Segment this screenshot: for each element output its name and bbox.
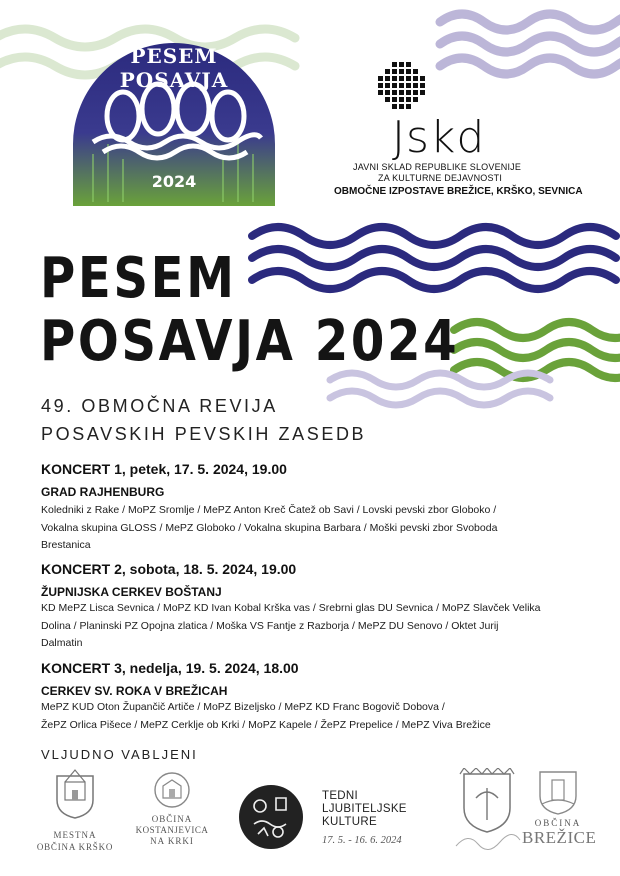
- sponsor-kostanjevica: [132, 770, 212, 858]
- concert-2-venue: ŽUPNIJSKA CERKEV BOŠTANJ: [41, 585, 222, 599]
- invite-text: VLJUDNO VABLJENI: [41, 747, 198, 762]
- lineup-line: ŽePZ Orlica Pišece / MePZ Cerklje ob Krki / MoPZ Kapele / ŽePZ Prepelice / MePZ Viva Brežice: [41, 718, 491, 731]
- lineup-line: KD MePZ Lisca Sevnica / MoPZ KD Ivan Kobal Krška vas / Srebrni glas DU Sevnica / MoPZ Slavček Velika: [41, 602, 541, 614]
- page-title-line-1: PESEM: [40, 246, 237, 311]
- tedni-dates: 17. 5. - 16. 6. 2024: [322, 835, 402, 846]
- lineup-line: MePZ KUD Oton Župančič Artiče / MoPZ Bizeljsko / MePZ KD Franc Bogovič Dobova /: [41, 701, 445, 713]
- jskd-subtitle-1: JAVNI SKLAD REPUBLIKE SLOVENIJE: [353, 162, 522, 172]
- subtitle-line-2: POSAVSKIH PEVSKIH ZASEDB: [41, 424, 367, 444]
- krsko-coat-of-arms-icon: [53, 766, 97, 820]
- sponsor-brezice: [522, 768, 597, 858]
- concert-2-heading: KONCERT 2, sobota, 18. 5. 2024, 19.00: [41, 561, 297, 577]
- jskd-name: Jskd: [392, 112, 486, 163]
- krsko-line-1: MESTNA: [53, 830, 97, 840]
- concert-3-heading: KONCERT 3, nedelja, 19. 5. 2024, 18.00: [41, 660, 299, 676]
- sponsor-krsko: [36, 766, 114, 858]
- krsko-line-2: OBČINA KRŠKO: [36, 842, 114, 852]
- jskd-subtitle-3: OBMOČNE IZPOSTAVE BREŽICE, KRŠKO, SEVNICA: [334, 186, 583, 197]
- tedni-line-3: KULTURE: [322, 816, 377, 828]
- concert-2-lineup: [41, 600, 593, 653]
- brezice-coat-of-arms-icon: [536, 768, 580, 816]
- concert-1-lineup: [41, 502, 593, 555]
- concert-1-venue: GRAD RAJHENBURG: [41, 485, 165, 499]
- logo-title: PESEM POSAVJA: [119, 44, 229, 92]
- kostanjevica-line-2: KOSTANJEVICA: [135, 825, 209, 835]
- concert-3-venue: CERKEV SV. ROKA V BREŽICAH: [41, 684, 228, 698]
- lineup-line: Koledniki z Rake / MoPZ Sromlje / MePZ Anton Kreč Čatež ob Savi / Lovski pevski zbor Globoko /: [41, 504, 497, 516]
- page-title-line-2: POSAVJA 2024: [40, 309, 460, 374]
- lineup-line: Brestanica: [41, 539, 91, 551]
- lineup-line: Dalmatin: [41, 637, 83, 649]
- tedni-line-1: TEDNI: [322, 790, 358, 802]
- tedni-text: [322, 790, 407, 829]
- lineup-line: Vokalna skupina GLOSS / MePZ Globoko / Vokalna skupina Barbara / Moški pevski zbor Svoboda: [41, 521, 498, 534]
- kostanjevica-line-3: NA KRKI: [150, 836, 194, 846]
- jskd-dot-grid-icon: [372, 62, 428, 118]
- brezice-line-2: BREŽICE: [522, 828, 597, 847]
- sevnica-coat-of-arms-icon: [450, 768, 524, 854]
- tedni-ljubiteljske-kulture-icon: [238, 784, 304, 850]
- logo-year: 2024: [151, 172, 197, 191]
- jskd-subtitle-2: ZA KULTURNE DEJAVNOSTI: [378, 173, 503, 183]
- kostanjevica-coat-of-arms-icon: [152, 770, 192, 810]
- pesem-posavja-logo: [63, 34, 285, 214]
- lineup-line: Dolina / Planinski PZ Opojna zlatica / Moška VS Fantje z Razborja / MePZ DU Senovo / Oktet Jurij: [41, 619, 499, 632]
- tedni-line-2: LJUBITELJSKE: [322, 803, 407, 815]
- brezice-line-1: OBČINA: [534, 818, 582, 828]
- concert-1-heading: KONCERT 1, petek, 17. 5. 2024, 19.00: [41, 461, 287, 477]
- subtitle-line-1: 49. OBMOČNA REVIJA: [41, 396, 278, 416]
- concert-3-lineup: [41, 699, 593, 734]
- kostanjevica-line-1: OBČINA: [151, 814, 193, 824]
